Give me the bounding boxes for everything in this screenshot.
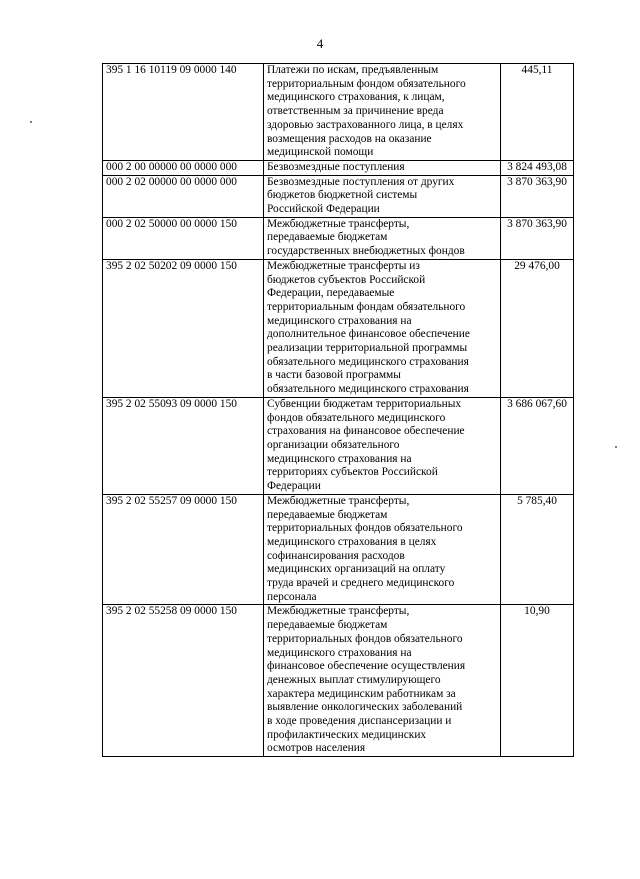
description-cell	[264, 494, 501, 605]
description-text: Субвенции бюджетам территориальных фондов обязательного медицинского страхования на финансовое обеспечение организации обязательного медицинского страхования на территориях субъектов Российской Федерации	[267, 397, 465, 493]
table-row	[103, 217, 574, 259]
description-text: Безвозмездные поступления	[267, 160, 405, 173]
budget-code-cell: 395 1 16 10119 09 0000 140	[103, 64, 264, 161]
description-cell	[264, 175, 501, 217]
amount-cell: 5 785,40	[501, 494, 574, 605]
budget-code-cell: 000 2 02 50000 00 0000 150	[103, 217, 264, 259]
description-text: Межбюджетные трансферты, передаваемые бюджетам государственных внебюджетных фондов	[267, 217, 465, 258]
description-cell	[264, 259, 501, 397]
description-cell	[264, 605, 501, 757]
description-cell	[264, 397, 501, 494]
table-row	[103, 397, 574, 494]
budget-code-cell: 395 2 02 55257 09 0000 150	[103, 494, 264, 605]
amount-cell: 3 686 067,60	[501, 397, 574, 494]
amount-cell: 10,90	[501, 605, 574, 757]
description-text: Межбюджетные трансферты из бюджетов субъектов Российской Федерации, передаваемые территориальным фондам обязательного медицинского страхования на дополнительное финансовое обеспечение реализации территориальной программы обязательного медицинского страхования в части базовой программы обязательного медицинского страхования	[267, 259, 470, 396]
budget-code-cell: 395 2 02 50202 09 0000 150	[103, 259, 264, 397]
description-cell	[264, 160, 501, 175]
table-row	[103, 259, 574, 397]
page-number: 4	[316, 36, 324, 51]
amount-cell: 3 824 493,08	[501, 160, 574, 175]
amount-cell: 3 870 363,90	[501, 175, 574, 217]
scan-speck	[30, 121, 32, 123]
table-row	[103, 494, 574, 605]
amount-cell: 3 870 363,90	[501, 217, 574, 259]
description-text: Межбюджетные трансферты, передаваемые бюджетам территориальных фондов обязательного медицинского страхования в целях софинансирования расходов медицинских организаций на оплату труда врачей и среднего медицинского персонала	[267, 494, 463, 603]
description-text: Межбюджетные трансферты, передаваемые бюджетам территориальных фондов обязательного медицинского страхования на финансовое обеспечение осуществления денежных выплат стимулирующего характера медицинским работникам за выявление онкологических заболеваний в ходе проведения диспансеризации и профилактических медицинских осмотров населения	[267, 605, 466, 755]
budget-revenue-table	[102, 63, 574, 757]
table-row	[103, 64, 574, 161]
table-row	[103, 175, 574, 217]
description-text: Безвозмездные поступления от других бюджетов бюджетной системы Российской Федерации	[267, 175, 455, 216]
description-cell	[264, 64, 501, 161]
budget-code-cell: 000 2 00 00000 00 0000 000	[103, 160, 264, 175]
description-cell	[264, 217, 501, 259]
scan-speck	[615, 446, 617, 448]
amount-cell: 29 476,00	[501, 259, 574, 397]
budget-code-cell: 395 2 02 55093 09 0000 150	[103, 397, 264, 494]
amount-cell: 445,11	[501, 64, 574, 161]
budget-code-cell: 000 2 02 00000 00 0000 000	[103, 175, 264, 217]
description-text: Платежи по искам, предъявленным территориальным фондом обязательного медицинского страхования, к лицам, ответственным за причинение вреда здоровью застрахованного лица, в целях возмещения расходов на оказание медицинской помощи	[267, 64, 466, 159]
table-row	[103, 160, 574, 175]
budget-code-cell: 395 2 02 55258 09 0000 150	[103, 605, 264, 757]
table-row	[103, 605, 574, 757]
